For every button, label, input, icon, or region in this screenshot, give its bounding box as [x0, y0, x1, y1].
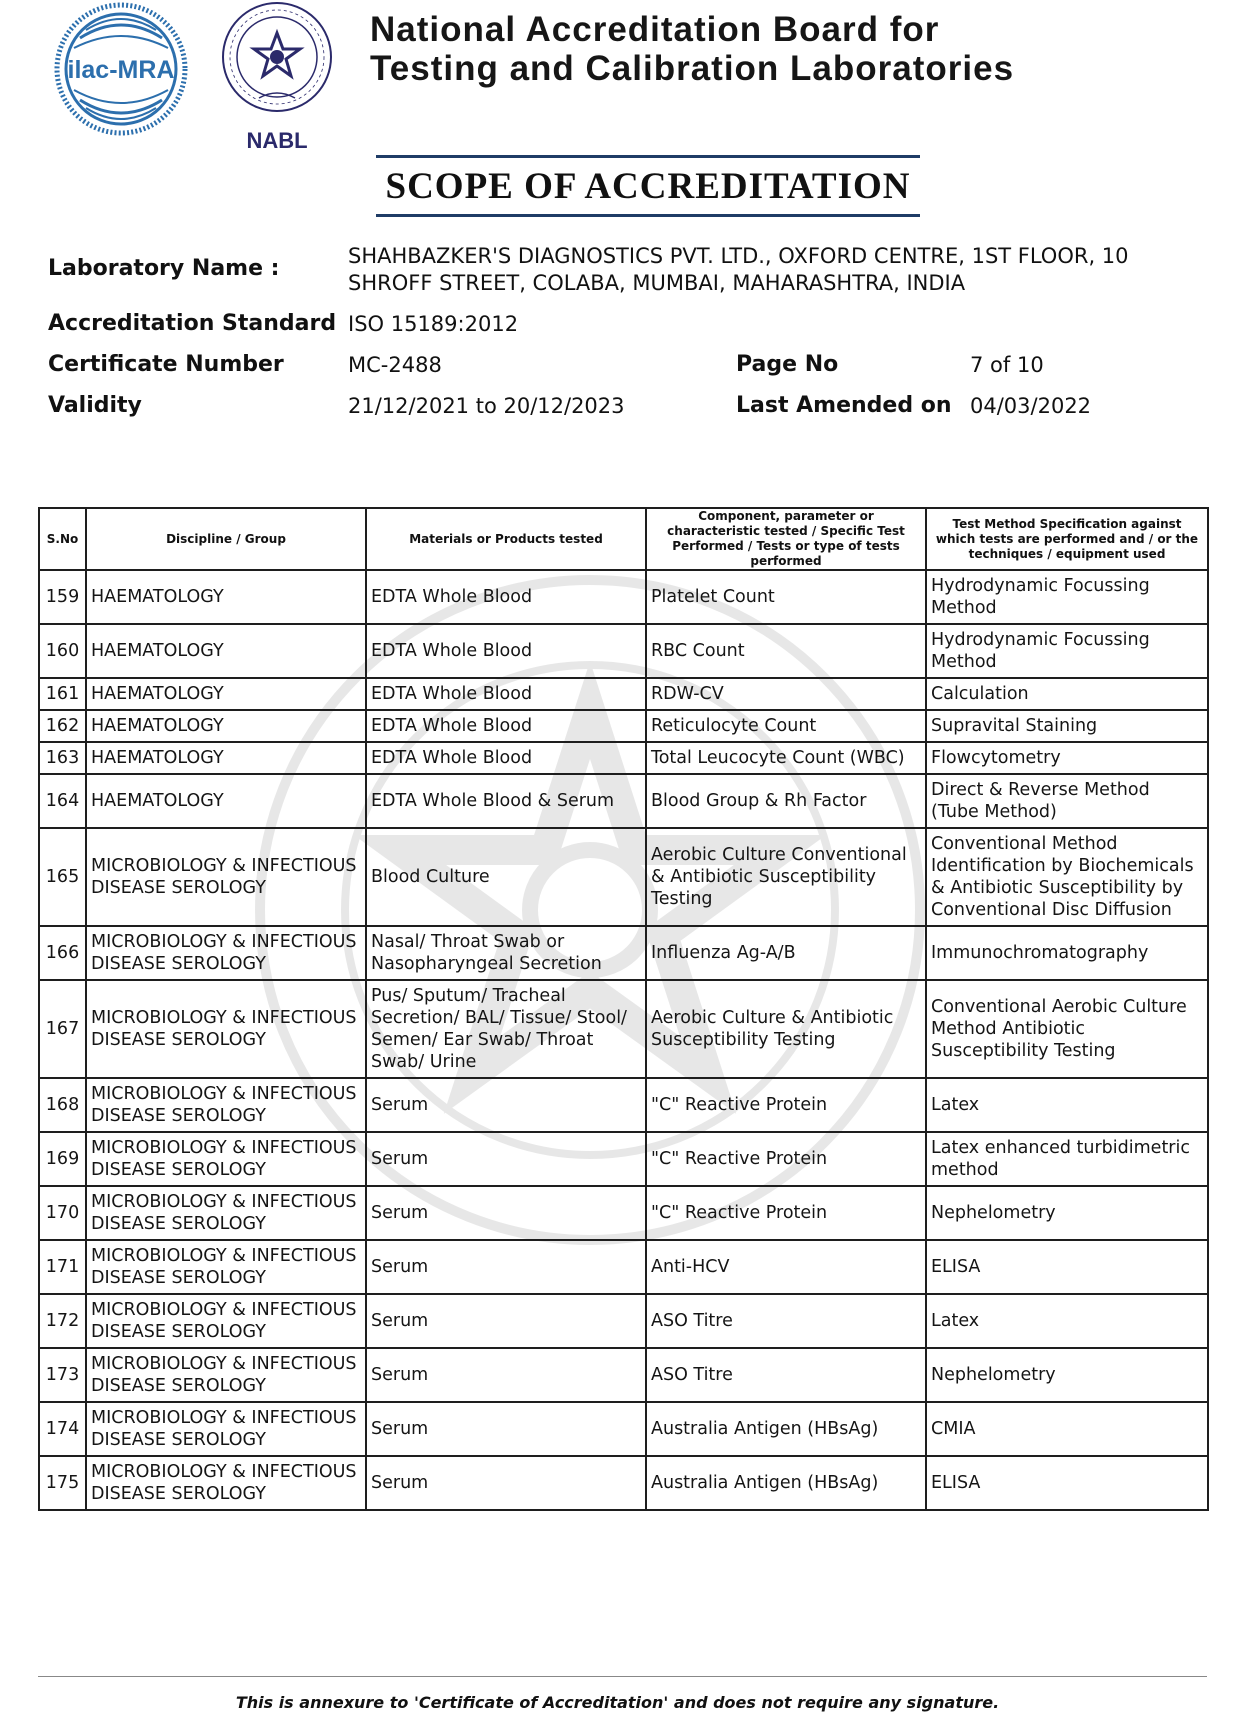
cell-materials: EDTA Whole Blood [366, 678, 646, 710]
cell-sno: 161 [39, 678, 86, 710]
cell-component: "C" Reactive Protein [646, 1132, 926, 1186]
cell-component: "C" Reactive Protein [646, 1078, 926, 1132]
cell-materials: EDTA Whole Blood [366, 742, 646, 774]
cell-component: Australia Antigen (HBsAg) [646, 1402, 926, 1456]
nabl-logo [218, 0, 336, 158]
footer-note: This is annexure to 'Certificate of Accreditation' and does not require any signature. [235, 1693, 1000, 1712]
cell-discipline: HAEMATOLOGY [86, 570, 366, 624]
cell-method: Conventional Aerobic Culture Method Antibiotic Susceptibility Testing [926, 980, 1208, 1078]
table-row [39, 1348, 1208, 1402]
cell-sno: 160 [39, 624, 86, 678]
last-amended-value: 04/03/2022 [970, 394, 1092, 418]
cell-method: Supravital Staining [926, 710, 1208, 742]
cell-discipline: MICROBIOLOGY & INFECTIOUS DISEASE SEROLOGY [86, 926, 366, 980]
cell-materials: Serum [366, 1186, 646, 1240]
nabl-logo-text: NABL [246, 128, 308, 153]
header-component: Component, parameter or characteristic tested / Specific Test Performed / Tests or type of tests performed [646, 508, 926, 570]
cell-method: Immunochromatography [926, 926, 1208, 980]
cell-materials: Serum [366, 1348, 646, 1402]
scope-table [38, 507, 1209, 1511]
cell-discipline: MICROBIOLOGY & INFECTIOUS DISEASE SEROLOGY [86, 1240, 366, 1294]
cell-method: Nephelometry [926, 1186, 1208, 1240]
cell-sno: 175 [39, 1456, 86, 1510]
cell-discipline: MICROBIOLOGY & INFECTIOUS DISEASE SEROLOGY [86, 828, 366, 926]
cell-materials: Serum [366, 1294, 646, 1348]
cell-component: Aerobic Culture & Antibiotic Susceptibility Testing [646, 980, 926, 1078]
cell-sno: 173 [39, 1348, 86, 1402]
cell-discipline: HAEMATOLOGY [86, 624, 366, 678]
cell-materials: Blood Culture [366, 828, 646, 926]
cell-component: Blood Group & Rh Factor [646, 774, 926, 828]
table-row [39, 1294, 1208, 1348]
cell-method: CMIA [926, 1402, 1208, 1456]
cell-sno: 162 [39, 710, 86, 742]
cell-materials: EDTA Whole Blood [366, 710, 646, 742]
cell-discipline: MICROBIOLOGY & INFECTIOUS DISEASE SEROLOGY [86, 1132, 366, 1186]
scope-title: SCOPE OF ACCREDITATION [385, 165, 911, 207]
cell-discipline: HAEMATOLOGY [86, 742, 366, 774]
table-row [39, 1186, 1208, 1240]
cell-discipline: HAEMATOLOGY [86, 710, 366, 742]
board-name [370, 10, 1070, 88]
cell-materials: EDTA Whole Blood & Serum [366, 774, 646, 828]
cell-materials: Serum [366, 1402, 646, 1456]
accreditation-standard-value: ISO 15189:2012 [348, 312, 519, 336]
table-row [39, 774, 1208, 828]
table-row [39, 828, 1208, 926]
lab-name-value-line2: SHROFF STREET, COLABA, MUMBAI, MAHARASHTRA, INDIA [348, 271, 966, 295]
cell-materials: Serum [366, 1240, 646, 1294]
cell-method: Hydrodynamic Focussing Method [926, 624, 1208, 678]
table-row [39, 1240, 1208, 1294]
ilac-mra-logo-text: ilac-MRA [67, 56, 175, 84]
board-name-line2: Testing and Calibration Laboratories [370, 49, 1015, 88]
ilac-mra-logo [52, 0, 190, 138]
cell-method: Latex enhanced turbidimetric method [926, 1132, 1208, 1186]
cell-discipline: MICROBIOLOGY & INFECTIOUS DISEASE SEROLOGY [86, 980, 366, 1078]
lab-name-label: Laboratory Name : [48, 256, 280, 281]
cell-discipline: HAEMATOLOGY [86, 678, 366, 710]
cell-method: Direct & Reverse Method (Tube Method) [926, 774, 1208, 828]
cell-discipline: MICROBIOLOGY & INFECTIOUS DISEASE SEROLOGY [86, 1348, 366, 1402]
cell-sno: 166 [39, 926, 86, 980]
cell-discipline: MICROBIOLOGY & INFECTIOUS DISEASE SEROLOGY [86, 1186, 366, 1240]
header-sno: S.No [39, 508, 86, 570]
cell-method: ELISA [926, 1456, 1208, 1510]
table-row [39, 742, 1208, 774]
page-no-value: 7 of 10 [970, 353, 1044, 377]
cell-sno: 171 [39, 1240, 86, 1294]
footer-divider [38, 1676, 1207, 1677]
page-no-label: Page No [736, 352, 839, 377]
lab-name-value-line1: SHAHBAZKER'S DIAGNOSTICS PVT. LTD., OXFORD CENTRE, 1ST FLOOR, 10 [348, 244, 1129, 268]
cell-component: ASO Titre [646, 1348, 926, 1402]
cell-sno: 167 [39, 980, 86, 1078]
cell-discipline: MICROBIOLOGY & INFECTIOUS DISEASE SEROLOGY [86, 1402, 366, 1456]
table-row [39, 1402, 1208, 1456]
cell-materials: Serum [366, 1456, 646, 1510]
cell-materials: Serum [366, 1132, 646, 1186]
cell-materials: Pus/ Sputum/ Tracheal Secretion/ BAL/ Tissue/ Stool/ Semen/ Ear Swab/ Throat Swab/ Urine [366, 980, 646, 1078]
table-row [39, 980, 1208, 1078]
cell-method: Conventional Method Identification by Biochemicals & Antibiotic Susceptibility by Conventional Disc Diffusion [926, 828, 1208, 926]
header-discipline: Discipline / Group [86, 508, 366, 570]
cell-component: Platelet Count [646, 570, 926, 624]
cell-materials: EDTA Whole Blood [366, 570, 646, 624]
table-row [39, 1132, 1208, 1186]
validity-value: 21/12/2021 to 20/12/2023 [348, 394, 625, 418]
board-name-line1: National Accreditation Board for [370, 10, 940, 49]
cell-sno: 165 [39, 828, 86, 926]
cell-component: Anti-HCV [646, 1240, 926, 1294]
cell-method: Nephelometry [926, 1348, 1208, 1402]
table-row [39, 624, 1208, 678]
cell-method: Hydrodynamic Focussing Method [926, 570, 1208, 624]
cell-component: "C" Reactive Protein [646, 1186, 926, 1240]
cell-component: RBC Count [646, 624, 926, 678]
certificate-number-label: Certificate Number [48, 352, 284, 377]
cell-component: Aerobic Culture Conventional & Antibiotic Susceptibility Testing [646, 828, 926, 926]
cell-materials: Serum [366, 1078, 646, 1132]
table-row [39, 710, 1208, 742]
table-row [39, 1078, 1208, 1132]
table-row [39, 1456, 1208, 1510]
validity-label: Validity [48, 393, 142, 418]
cell-sno: 163 [39, 742, 86, 774]
cell-materials: Nasal/ Throat Swab or Nasopharyngeal Secretion [366, 926, 646, 980]
cell-discipline: HAEMATOLOGY [86, 774, 366, 828]
cell-sno: 169 [39, 1132, 86, 1186]
cell-discipline: MICROBIOLOGY & INFECTIOUS DISEASE SEROLOGY [86, 1294, 366, 1348]
cell-method: Latex [926, 1294, 1208, 1348]
last-amended-label: Last Amended on [736, 393, 952, 418]
cell-component: Australia Antigen (HBsAg) [646, 1456, 926, 1510]
cell-sno: 170 [39, 1186, 86, 1240]
cell-method: Flowcytometry [926, 742, 1208, 774]
cell-sno: 164 [39, 774, 86, 828]
cell-sno: 168 [39, 1078, 86, 1132]
cell-sno: 172 [39, 1294, 86, 1348]
table-row [39, 570, 1208, 624]
cell-component: ASO Titre [646, 1294, 926, 1348]
header-method: Test Method Specification against which tests are performed and / or the techniques / equipment used [926, 508, 1208, 570]
cell-component: Reticulocyte Count [646, 710, 926, 742]
cell-materials: EDTA Whole Blood [366, 624, 646, 678]
cell-method: Calculation [926, 678, 1208, 710]
accreditation-standard-label: Accreditation Standard [48, 311, 337, 336]
cell-sno: 159 [39, 570, 86, 624]
cell-discipline: MICROBIOLOGY & INFECTIOUS DISEASE SEROLOGY [86, 1078, 366, 1132]
scope-title-box [376, 155, 920, 217]
cell-discipline: MICROBIOLOGY & INFECTIOUS DISEASE SEROLOGY [86, 1456, 366, 1510]
scope-table-container [38, 507, 1207, 1511]
table-header-row [39, 508, 1208, 570]
header-materials: Materials or Products tested [366, 508, 646, 570]
cell-method: Latex [926, 1078, 1208, 1132]
cell-component: RDW-CV [646, 678, 926, 710]
cell-sno: 174 [39, 1402, 86, 1456]
table-row [39, 678, 1208, 710]
certificate-number-value: MC-2488 [348, 353, 442, 377]
cell-component: Total Leucocyte Count (WBC) [646, 742, 926, 774]
table-row [39, 926, 1208, 980]
lab-name-value [348, 243, 1129, 297]
cell-method: ELISA [926, 1240, 1208, 1294]
cell-component: Influenza Ag-A/B [646, 926, 926, 980]
